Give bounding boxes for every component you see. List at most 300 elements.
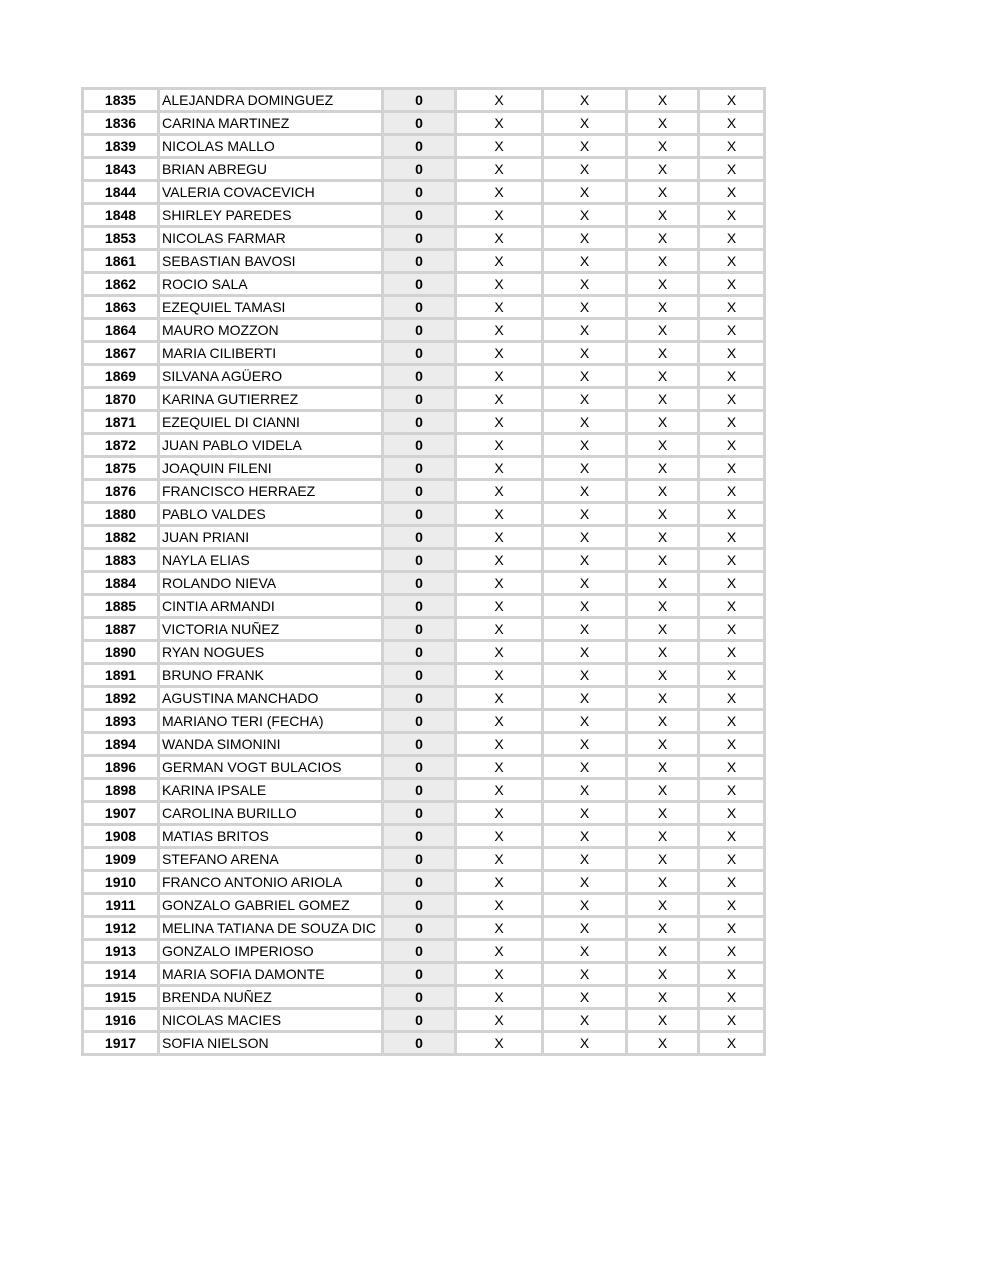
- student-id-cell: 1872: [83, 434, 159, 457]
- student-name-cell: NICOLAS MALLO: [159, 135, 383, 158]
- score-cell: 0: [383, 687, 456, 710]
- mark-cell: X: [627, 595, 699, 618]
- mark-cell: X: [627, 802, 699, 825]
- score-cell: 0: [383, 250, 456, 273]
- mark-cell: X: [543, 710, 627, 733]
- mark-cell: X: [699, 89, 765, 112]
- student-id-cell: 1848: [83, 204, 159, 227]
- score-cell: 0: [383, 710, 456, 733]
- mark-cell: X: [456, 940, 543, 963]
- mark-cell: X: [543, 664, 627, 687]
- mark-cell: X: [627, 549, 699, 572]
- student-id-cell: 1864: [83, 319, 159, 342]
- mark-cell: X: [456, 503, 543, 526]
- student-id-cell: 1912: [83, 917, 159, 940]
- mark-cell: X: [456, 181, 543, 204]
- student-name-cell: SHIRLEY PAREDES: [159, 204, 383, 227]
- mark-cell: X: [699, 434, 765, 457]
- table-row: [83, 158, 765, 181]
- student-id-cell: 1884: [83, 572, 159, 595]
- student-name-cell: MAURO MOZZON: [159, 319, 383, 342]
- student-id-cell: 1909: [83, 848, 159, 871]
- mark-cell: X: [456, 457, 543, 480]
- mark-cell: X: [627, 273, 699, 296]
- student-id-cell: 1893: [83, 710, 159, 733]
- mark-cell: X: [456, 365, 543, 388]
- mark-cell: X: [627, 296, 699, 319]
- mark-cell: X: [456, 894, 543, 917]
- score-cell: 0: [383, 319, 456, 342]
- mark-cell: X: [699, 963, 765, 986]
- mark-cell: X: [699, 871, 765, 894]
- student-id-cell: 1883: [83, 549, 159, 572]
- mark-cell: X: [627, 411, 699, 434]
- mark-cell: X: [699, 480, 765, 503]
- student-name-cell: SEBASTIAN BAVOSI: [159, 250, 383, 273]
- mark-cell: X: [456, 710, 543, 733]
- mark-cell: X: [456, 595, 543, 618]
- table-row: [83, 503, 765, 526]
- score-cell: 0: [383, 342, 456, 365]
- mark-cell: X: [456, 687, 543, 710]
- score-cell: 0: [383, 204, 456, 227]
- mark-cell: X: [699, 664, 765, 687]
- table-row: [83, 871, 765, 894]
- table-row: [83, 319, 765, 342]
- mark-cell: X: [627, 687, 699, 710]
- table-row: [83, 733, 765, 756]
- mark-cell: X: [699, 181, 765, 204]
- student-name-cell: FRANCO ANTONIO ARIOLA: [159, 871, 383, 894]
- score-cell: 0: [383, 158, 456, 181]
- mark-cell: X: [543, 986, 627, 1009]
- mark-cell: X: [699, 572, 765, 595]
- mark-cell: X: [543, 618, 627, 641]
- student-id-cell: 1844: [83, 181, 159, 204]
- mark-cell: X: [456, 618, 543, 641]
- table-row: [83, 917, 765, 940]
- student-name-cell: JUAN PRIANI: [159, 526, 383, 549]
- mark-cell: X: [543, 158, 627, 181]
- mark-cell: X: [456, 733, 543, 756]
- table-row: [83, 411, 765, 434]
- table-row: [83, 250, 765, 273]
- student-name-cell: VICTORIA NUÑEZ: [159, 618, 383, 641]
- student-name-cell: STEFANO ARENA: [159, 848, 383, 871]
- table-row: [83, 894, 765, 917]
- score-cell: 0: [383, 917, 456, 940]
- mark-cell: X: [699, 296, 765, 319]
- student-name-cell: FRANCISCO HERRAEZ: [159, 480, 383, 503]
- mark-cell: X: [699, 733, 765, 756]
- score-cell: 0: [383, 526, 456, 549]
- mark-cell: X: [543, 319, 627, 342]
- student-name-cell: NAYLA ELIAS: [159, 549, 383, 572]
- score-cell: 0: [383, 963, 456, 986]
- mark-cell: X: [543, 756, 627, 779]
- mark-cell: X: [699, 227, 765, 250]
- mark-cell: X: [456, 112, 543, 135]
- student-id-cell: 1862: [83, 273, 159, 296]
- mark-cell: X: [456, 319, 543, 342]
- student-id-cell: 1835: [83, 89, 159, 112]
- table-row: [83, 641, 765, 664]
- table-row: [83, 135, 765, 158]
- mark-cell: X: [699, 365, 765, 388]
- mark-cell: X: [627, 756, 699, 779]
- mark-cell: X: [699, 986, 765, 1009]
- student-name-cell: WANDA SIMONINI: [159, 733, 383, 756]
- student-id-cell: 1867: [83, 342, 159, 365]
- mark-cell: X: [543, 227, 627, 250]
- student-id-cell: 1890: [83, 641, 159, 664]
- student-name-cell: EZEQUIEL DI CIANNI: [159, 411, 383, 434]
- student-id-cell: 1916: [83, 1009, 159, 1032]
- score-cell: 0: [383, 181, 456, 204]
- mark-cell: X: [699, 388, 765, 411]
- mark-cell: X: [699, 342, 765, 365]
- student-id-cell: 1917: [83, 1032, 159, 1055]
- mark-cell: X: [699, 158, 765, 181]
- student-name-cell: GONZALO GABRIEL GOMEZ: [159, 894, 383, 917]
- score-cell: 0: [383, 779, 456, 802]
- student-id-cell: 1871: [83, 411, 159, 434]
- student-id-cell: 1892: [83, 687, 159, 710]
- score-cell: 0: [383, 848, 456, 871]
- mark-cell: X: [456, 756, 543, 779]
- student-id-cell: 1836: [83, 112, 159, 135]
- mark-cell: X: [627, 848, 699, 871]
- score-cell: 0: [383, 664, 456, 687]
- mark-cell: X: [699, 641, 765, 664]
- score-cell: 0: [383, 549, 456, 572]
- score-cell: 0: [383, 365, 456, 388]
- table-row: [83, 480, 765, 503]
- mark-cell: X: [543, 1032, 627, 1055]
- student-id-cell: 1887: [83, 618, 159, 641]
- student-name-cell: KARINA IPSALE: [159, 779, 383, 802]
- mark-cell: X: [699, 457, 765, 480]
- mark-cell: X: [627, 779, 699, 802]
- score-cell: 0: [383, 457, 456, 480]
- mark-cell: X: [699, 112, 765, 135]
- mark-cell: X: [543, 894, 627, 917]
- mark-cell: X: [456, 526, 543, 549]
- mark-cell: X: [543, 112, 627, 135]
- student-id-cell: 1861: [83, 250, 159, 273]
- student-id-cell: 1876: [83, 480, 159, 503]
- score-cell: 0: [383, 618, 456, 641]
- mark-cell: X: [627, 365, 699, 388]
- score-cell: 0: [383, 871, 456, 894]
- mark-cell: X: [543, 641, 627, 664]
- mark-cell: X: [543, 779, 627, 802]
- student-name-cell: MARIANO TERI (FECHA): [159, 710, 383, 733]
- mark-cell: X: [627, 158, 699, 181]
- student-table: [81, 87, 766, 1056]
- student-id-cell: 1853: [83, 227, 159, 250]
- student-id-cell: 1907: [83, 802, 159, 825]
- student-name-cell: ROCIO SALA: [159, 273, 383, 296]
- mark-cell: X: [456, 1032, 543, 1055]
- table-row: [83, 618, 765, 641]
- table-row: [83, 595, 765, 618]
- mark-cell: X: [543, 181, 627, 204]
- score-cell: 0: [383, 227, 456, 250]
- mark-cell: X: [699, 549, 765, 572]
- mark-cell: X: [627, 457, 699, 480]
- mark-cell: X: [543, 204, 627, 227]
- mark-cell: X: [543, 1009, 627, 1032]
- mark-cell: X: [699, 1032, 765, 1055]
- score-cell: 0: [383, 595, 456, 618]
- student-name-cell: SILVANA AGÜERO: [159, 365, 383, 388]
- table-row: [83, 664, 765, 687]
- mark-cell: X: [456, 779, 543, 802]
- mark-cell: X: [543, 365, 627, 388]
- score-cell: 0: [383, 572, 456, 595]
- student-name-cell: CARINA MARTINEZ: [159, 112, 383, 135]
- mark-cell: X: [456, 135, 543, 158]
- score-cell: 0: [383, 388, 456, 411]
- mark-cell: X: [543, 848, 627, 871]
- score-cell: 0: [383, 296, 456, 319]
- mark-cell: X: [627, 434, 699, 457]
- mark-cell: X: [699, 411, 765, 434]
- student-id-cell: 1882: [83, 526, 159, 549]
- table-row: [83, 365, 765, 388]
- mark-cell: X: [627, 89, 699, 112]
- score-cell: 0: [383, 733, 456, 756]
- mark-cell: X: [699, 756, 765, 779]
- student-name-cell: KARINA GUTIERREZ: [159, 388, 383, 411]
- student-name-cell: PABLO VALDES: [159, 503, 383, 526]
- score-cell: 0: [383, 112, 456, 135]
- table-row: [83, 181, 765, 204]
- mark-cell: X: [699, 595, 765, 618]
- mark-cell: X: [627, 986, 699, 1009]
- student-name-cell: NICOLAS MACIES: [159, 1009, 383, 1032]
- score-cell: 0: [383, 894, 456, 917]
- table-row: [83, 434, 765, 457]
- mark-cell: X: [627, 135, 699, 158]
- table-row: [83, 204, 765, 227]
- mark-cell: X: [627, 181, 699, 204]
- mark-cell: X: [699, 894, 765, 917]
- student-name-cell: JUAN PABLO VIDELA: [159, 434, 383, 457]
- table-row: [83, 549, 765, 572]
- table-row: [83, 296, 765, 319]
- mark-cell: X: [543, 296, 627, 319]
- mark-cell: X: [456, 388, 543, 411]
- student-id-cell: 1894: [83, 733, 159, 756]
- student-id-cell: 1891: [83, 664, 159, 687]
- mark-cell: X: [627, 664, 699, 687]
- mark-cell: X: [627, 917, 699, 940]
- mark-cell: X: [543, 457, 627, 480]
- mark-cell: X: [699, 825, 765, 848]
- student-name-cell: AGUSTINA MANCHADO: [159, 687, 383, 710]
- table-row: [83, 1009, 765, 1032]
- mark-cell: X: [543, 595, 627, 618]
- mark-cell: X: [543, 342, 627, 365]
- student-id-cell: 1910: [83, 871, 159, 894]
- mark-cell: X: [543, 480, 627, 503]
- score-cell: 0: [383, 434, 456, 457]
- student-name-cell: BRUNO FRANK: [159, 664, 383, 687]
- mark-cell: X: [456, 664, 543, 687]
- student-id-cell: 1843: [83, 158, 159, 181]
- mark-cell: X: [456, 641, 543, 664]
- mark-cell: X: [456, 848, 543, 871]
- mark-cell: X: [456, 802, 543, 825]
- mark-cell: X: [456, 871, 543, 894]
- student-name-cell: NICOLAS FARMAR: [159, 227, 383, 250]
- mark-cell: X: [699, 319, 765, 342]
- mark-cell: X: [543, 388, 627, 411]
- mark-cell: X: [627, 526, 699, 549]
- student-name-cell: JOAQUIN FILENI: [159, 457, 383, 480]
- mark-cell: X: [456, 1009, 543, 1032]
- score-cell: 0: [383, 89, 456, 112]
- student-name-cell: RYAN NOGUES: [159, 641, 383, 664]
- mark-cell: X: [627, 710, 699, 733]
- table-row: [83, 825, 765, 848]
- table-row: [83, 112, 765, 135]
- mark-cell: X: [456, 572, 543, 595]
- student-id-cell: 1908: [83, 825, 159, 848]
- score-cell: 0: [383, 641, 456, 664]
- mark-cell: X: [543, 250, 627, 273]
- mark-cell: X: [543, 503, 627, 526]
- mark-cell: X: [456, 273, 543, 296]
- table-row: [83, 710, 765, 733]
- mark-cell: X: [627, 733, 699, 756]
- mark-cell: X: [543, 917, 627, 940]
- table-row: [83, 802, 765, 825]
- student-id-cell: 1839: [83, 135, 159, 158]
- student-id-cell: 1896: [83, 756, 159, 779]
- mark-cell: X: [543, 526, 627, 549]
- mark-cell: X: [699, 204, 765, 227]
- table-row: [83, 572, 765, 595]
- mark-cell: X: [627, 480, 699, 503]
- mark-cell: X: [699, 1009, 765, 1032]
- student-name-cell: SOFIA NIELSON: [159, 1032, 383, 1055]
- mark-cell: X: [543, 273, 627, 296]
- mark-cell: X: [543, 733, 627, 756]
- mark-cell: X: [456, 963, 543, 986]
- mark-cell: X: [543, 572, 627, 595]
- student-id-cell: 1880: [83, 503, 159, 526]
- score-cell: 0: [383, 986, 456, 1009]
- mark-cell: X: [627, 1032, 699, 1055]
- mark-cell: X: [627, 342, 699, 365]
- student-name-cell: CINTIA ARMANDI: [159, 595, 383, 618]
- mark-cell: X: [456, 549, 543, 572]
- student-id-cell: 1915: [83, 986, 159, 1009]
- student-id-cell: 1863: [83, 296, 159, 319]
- mark-cell: X: [543, 549, 627, 572]
- mark-cell: X: [627, 503, 699, 526]
- student-name-cell: GERMAN VOGT BULACIOS: [159, 756, 383, 779]
- student-name-cell: ROLANDO NIEVA: [159, 572, 383, 595]
- student-id-cell: 1913: [83, 940, 159, 963]
- mark-cell: X: [543, 687, 627, 710]
- mark-cell: X: [627, 641, 699, 664]
- score-cell: 0: [383, 135, 456, 158]
- mark-cell: X: [699, 273, 765, 296]
- mark-cell: X: [543, 871, 627, 894]
- student-name-cell: MELINA TATIANA DE SOUZA DIC: [159, 917, 383, 940]
- student-id-cell: 1911: [83, 894, 159, 917]
- mark-cell: X: [627, 250, 699, 273]
- score-cell: 0: [383, 411, 456, 434]
- mark-cell: X: [627, 112, 699, 135]
- student-name-cell: EZEQUIEL TAMASI: [159, 296, 383, 319]
- student-name-cell: MATIAS BRITOS: [159, 825, 383, 848]
- table-row: [83, 526, 765, 549]
- mark-cell: X: [456, 158, 543, 181]
- mark-cell: X: [699, 802, 765, 825]
- mark-cell: X: [543, 963, 627, 986]
- mark-cell: X: [699, 940, 765, 963]
- score-cell: 0: [383, 825, 456, 848]
- mark-cell: X: [543, 411, 627, 434]
- mark-cell: X: [456, 250, 543, 273]
- mark-cell: X: [699, 135, 765, 158]
- mark-cell: X: [543, 802, 627, 825]
- student-name-cell: GONZALO IMPERIOSO: [159, 940, 383, 963]
- mark-cell: X: [627, 204, 699, 227]
- mark-cell: X: [699, 710, 765, 733]
- mark-cell: X: [456, 986, 543, 1009]
- table-row: [83, 457, 765, 480]
- student-id-cell: 1898: [83, 779, 159, 802]
- student-name-cell: MARIA SOFIA DAMONTE: [159, 963, 383, 986]
- mark-cell: X: [699, 618, 765, 641]
- student-name-cell: CAROLINA BURILLO: [159, 802, 383, 825]
- mark-cell: X: [543, 434, 627, 457]
- mark-cell: X: [627, 227, 699, 250]
- mark-cell: X: [456, 227, 543, 250]
- score-cell: 0: [383, 756, 456, 779]
- mark-cell: X: [627, 940, 699, 963]
- mark-cell: X: [456, 434, 543, 457]
- table-row: [83, 986, 765, 1009]
- mark-cell: X: [627, 894, 699, 917]
- mark-cell: X: [699, 917, 765, 940]
- score-cell: 0: [383, 802, 456, 825]
- score-cell: 0: [383, 1009, 456, 1032]
- mark-cell: X: [699, 250, 765, 273]
- student-id-cell: 1870: [83, 388, 159, 411]
- table-row: [83, 963, 765, 986]
- mark-cell: X: [699, 848, 765, 871]
- mark-cell: X: [456, 296, 543, 319]
- score-cell: 0: [383, 480, 456, 503]
- student-id-cell: 1875: [83, 457, 159, 480]
- table-row: [83, 1032, 765, 1055]
- mark-cell: X: [543, 135, 627, 158]
- mark-cell: X: [699, 503, 765, 526]
- mark-cell: X: [627, 572, 699, 595]
- mark-cell: X: [699, 526, 765, 549]
- student-id-cell: 1869: [83, 365, 159, 388]
- mark-cell: X: [627, 825, 699, 848]
- student-name-cell: MARIA CILIBERTI: [159, 342, 383, 365]
- table-row: [83, 273, 765, 296]
